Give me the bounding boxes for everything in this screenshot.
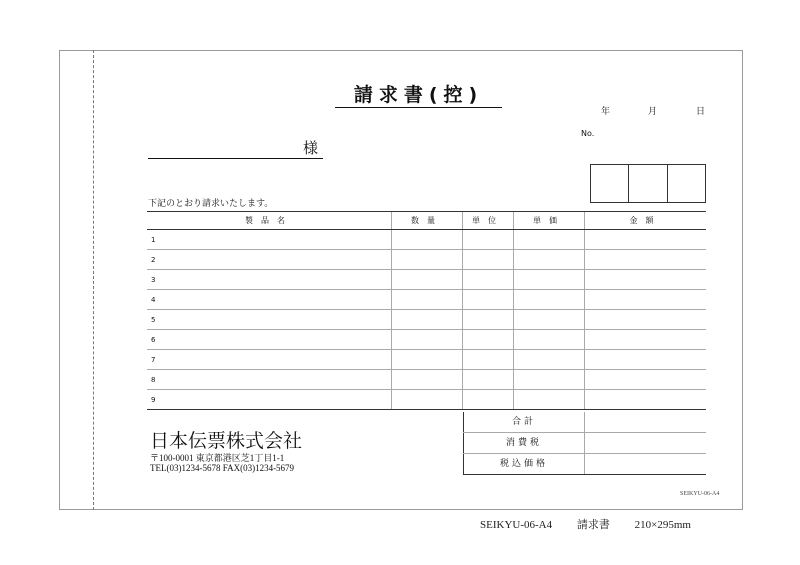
amount-cell (585, 390, 706, 409)
recipient-line (148, 158, 323, 159)
amount-cell (585, 370, 706, 389)
intro-text: 下記のとおり請求いたします。 (148, 199, 274, 209)
amount-cell (585, 350, 706, 369)
table-row (147, 330, 706, 350)
amount-cell (585, 230, 706, 249)
quantity-cell (392, 270, 463, 289)
table-header-row (147, 211, 706, 230)
stamp-boxes (590, 164, 706, 203)
amount-cell (585, 310, 706, 329)
quantity-cell (392, 290, 463, 309)
col-header-unit-price: 単価 (514, 212, 585, 229)
row-number: 3 (147, 270, 392, 289)
unit-price-cell (514, 270, 585, 289)
stamp-box (668, 165, 705, 202)
unit-price-cell (514, 330, 585, 349)
title-underline (335, 107, 502, 108)
quantity-cell (392, 370, 463, 389)
unit-price-cell (514, 310, 585, 329)
form-code-small: SEIKYU-06-A4 (680, 491, 720, 497)
recipient-suffix: 様 (303, 139, 319, 157)
stamp-box (591, 165, 629, 202)
total-incl-tax-value (585, 454, 706, 474)
row-number: 6 (147, 330, 392, 349)
tax-row (463, 433, 706, 454)
form-title: 請求書(控) (353, 84, 484, 106)
table-row (147, 370, 706, 390)
quantity-cell (392, 250, 463, 269)
amount-cell (585, 290, 706, 309)
col-header-quantity: 数量 (392, 212, 463, 229)
unit-cell (463, 270, 514, 289)
tax-value (585, 433, 706, 453)
col-header-amount: 金額 (629, 216, 662, 225)
row-number: 4 (147, 290, 392, 309)
row-number: 7 (147, 350, 392, 369)
footer-size: 210×295mm (634, 519, 691, 531)
unit-cell (463, 370, 514, 389)
stamp-box (629, 165, 667, 202)
col-header-unit: 単位 (463, 212, 514, 229)
subtotal-value (585, 412, 706, 432)
unit-price-cell (514, 350, 585, 369)
table-row (147, 270, 706, 290)
perforation-line (93, 50, 94, 510)
items-table (147, 211, 706, 410)
unit-cell (463, 390, 514, 409)
company-name: 日本伝票株式会社 (150, 430, 303, 452)
amount-cell (585, 270, 706, 289)
unit-cell (463, 330, 514, 349)
row-number: 1 (147, 230, 392, 249)
unit-price-cell (514, 370, 585, 389)
row-number: 2 (147, 250, 392, 269)
footer-code: SEIKYU-06-A4 (480, 519, 553, 531)
quantity-cell (392, 330, 463, 349)
total-incl-tax-label: 税込価格 (463, 454, 585, 474)
date-month-label: 月 (648, 107, 658, 117)
unit-price-cell (514, 230, 585, 249)
table-row (147, 290, 706, 310)
table-row (147, 250, 706, 270)
subtotal-row (463, 412, 706, 433)
table-row (147, 310, 706, 330)
unit-price-cell (514, 290, 585, 309)
unit-cell (463, 230, 514, 249)
total-incl-tax-row (463, 454, 706, 475)
row-number: 5 (147, 310, 392, 329)
row-number: 8 (147, 370, 392, 389)
number-label: No. (581, 129, 595, 138)
totals-block (463, 412, 706, 475)
unit-price-cell (514, 250, 585, 269)
date-day-label: 日 (696, 107, 706, 117)
date-year-label: 年 (601, 107, 611, 117)
col-header-product: 製品名 (147, 212, 392, 229)
table-row (147, 230, 706, 250)
unit-cell (463, 350, 514, 369)
unit-cell (463, 250, 514, 269)
company-address: 〒100-0001 東京都港区芝1丁目1-1 (150, 453, 285, 463)
amount-cell (585, 330, 706, 349)
quantity-cell (392, 350, 463, 369)
amount-cell (585, 250, 706, 269)
quantity-cell (392, 230, 463, 249)
row-number: 9 (147, 390, 392, 409)
subtotal-label: 合計 (463, 412, 585, 432)
unit-cell (463, 310, 514, 329)
quantity-cell (392, 310, 463, 329)
unit-price-cell (514, 390, 585, 409)
product-footer (480, 516, 713, 532)
table-row (147, 350, 706, 370)
company-tel-fax: TEL(03)1234-5678 FAX(03)1234-5679 (150, 463, 295, 473)
table-row (147, 390, 706, 410)
quantity-cell (392, 390, 463, 409)
unit-cell (463, 290, 514, 309)
tax-label: 消費税 (463, 433, 585, 453)
footer-name: 請求書 (576, 519, 610, 531)
